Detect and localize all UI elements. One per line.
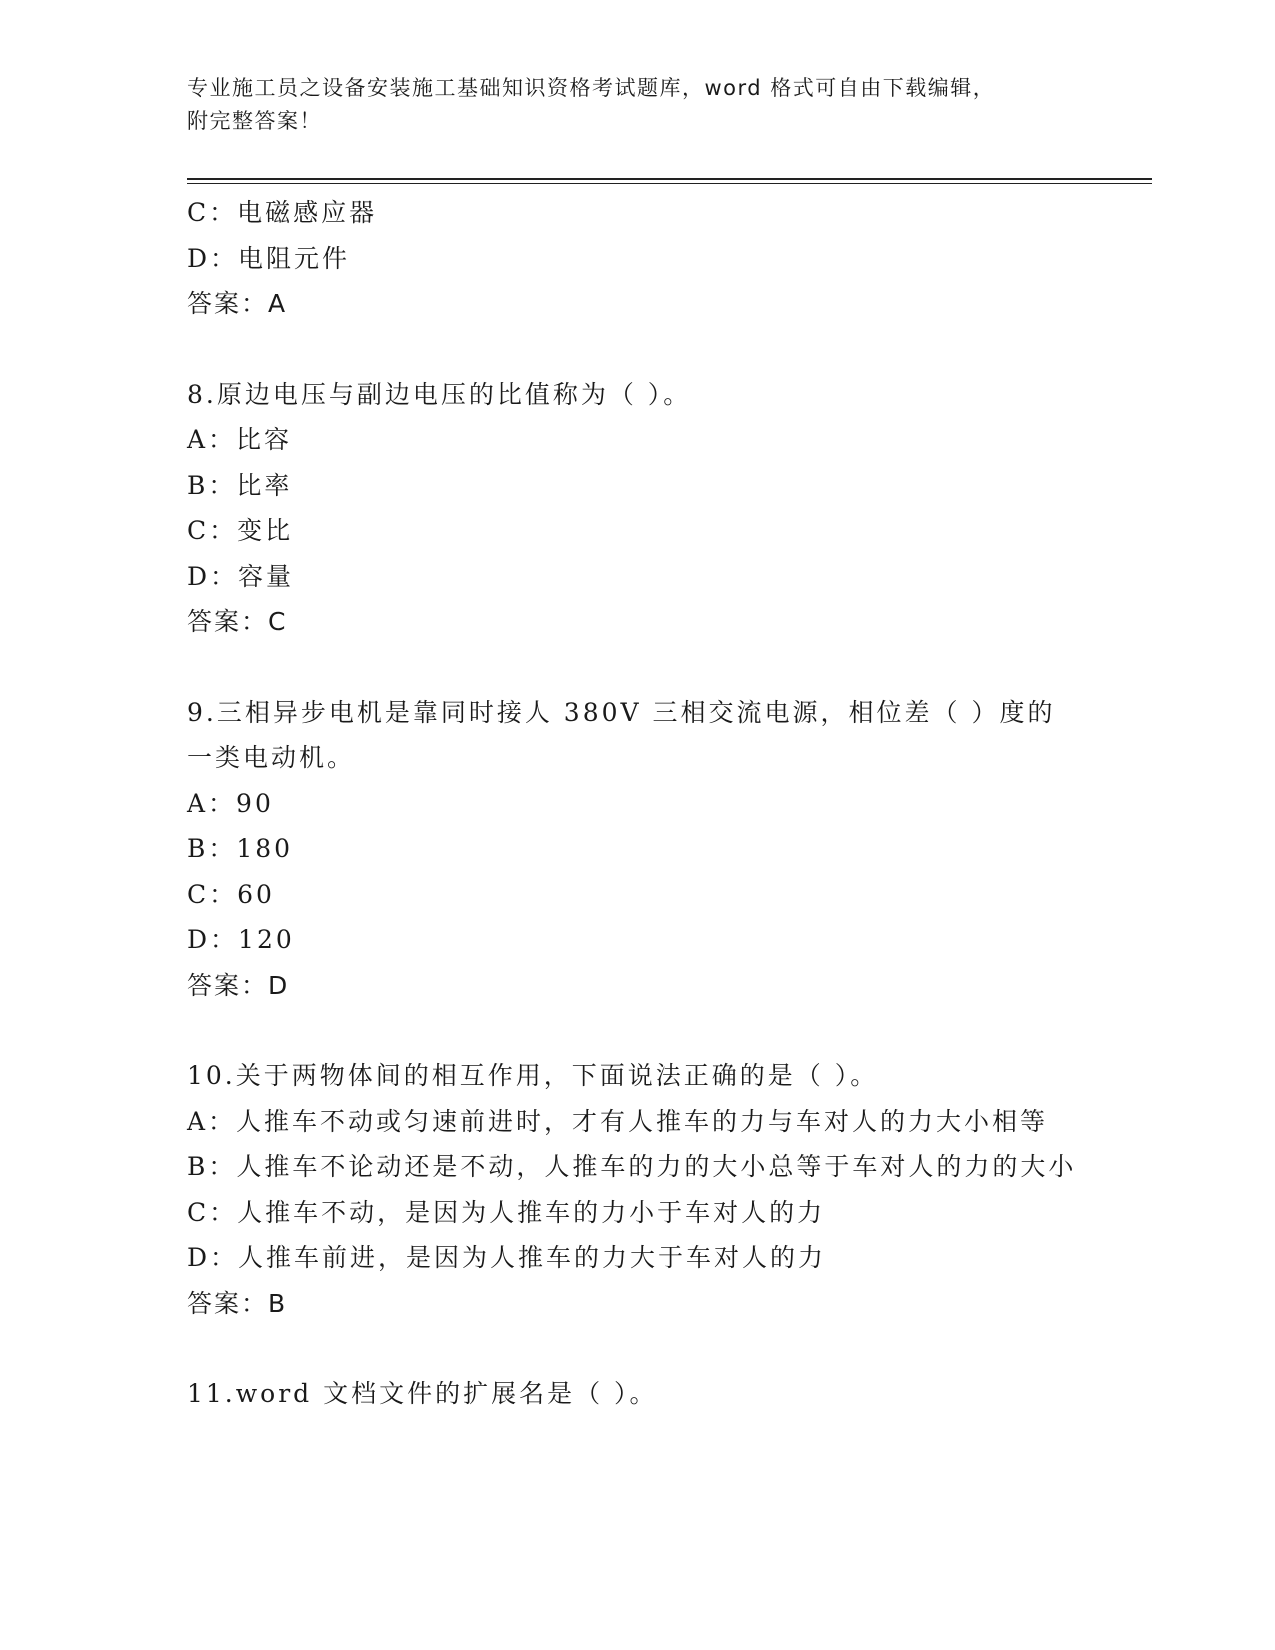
- q7-option-c: C：电磁感应器: [187, 198, 378, 227]
- header-rule-thin: [187, 183, 1152, 184]
- q10-option-b: B：人推车不论动还是不动，人推车的力的大小总等于车对人的力的大小: [187, 1152, 1077, 1181]
- q9-option-d: D：120: [187, 925, 295, 954]
- header-line-1: 专业施工员之设备安装施工基础知识资格考试题库，word 格式可自由下载编辑，: [187, 76, 996, 100]
- q8-option-b: B：比率: [187, 470, 293, 500]
- question-8: [187, 372, 1087, 645]
- q10-option-c: C：人推车不动，是因为人推车的力小于车对人的力: [187, 1197, 826, 1227]
- q7-option-d: D：电阻元件: [187, 243, 351, 273]
- question-7: [187, 190, 1087, 327]
- q8-option-c: C：变比: [187, 516, 294, 545]
- q9-option-a: A：90: [187, 788, 274, 818]
- q9-option-b: B：180: [187, 834, 294, 863]
- q8-stem: 8.原边电压与副边电压的比值称为（ ）。: [187, 379, 692, 409]
- q8-option-a: A：比容: [187, 425, 293, 454]
- question-list: [187, 190, 1087, 1417]
- q9-stem: 9.三相异步电机是靠同时接人 380V 三相交流电源，相位差（ ）度的一类电动机。: [187, 697, 1056, 772]
- q8-option-d: D：容量: [187, 561, 295, 591]
- question-9: [187, 690, 1087, 1009]
- question-11: [187, 1371, 1087, 1417]
- spacer: [187, 327, 1087, 372]
- header-rule-thick: [187, 178, 1152, 180]
- q10-option-a: A：人推车不动或匀速前进时，才有人推车的力与车对人的力大小相等: [187, 1106, 1049, 1136]
- document-header: [187, 72, 1087, 138]
- spacer: [187, 1008, 1087, 1053]
- q9-option-c: C：60: [187, 879, 275, 909]
- q8-answer: 答案：C: [187, 607, 288, 636]
- spacer: [187, 1326, 1087, 1371]
- q11-stem: 11.word 文档文件的扩展名是（ ）。: [187, 1379, 658, 1408]
- q7-answer: 答案：A: [187, 289, 288, 318]
- header-line-2: 附完整答案！: [187, 109, 322, 133]
- q10-stem: 10.关于两物体间的相互作用，下面说法正确的是（ ）。: [187, 1061, 879, 1090]
- q9-answer: 答案：D: [187, 970, 290, 1000]
- q10-option-d: D：人推车前进，是因为人推车的力大于车对人的力: [187, 1243, 827, 1272]
- q10-answer: 答案：B: [187, 1288, 288, 1318]
- spacer: [187, 645, 1087, 690]
- question-10: [187, 1053, 1087, 1326]
